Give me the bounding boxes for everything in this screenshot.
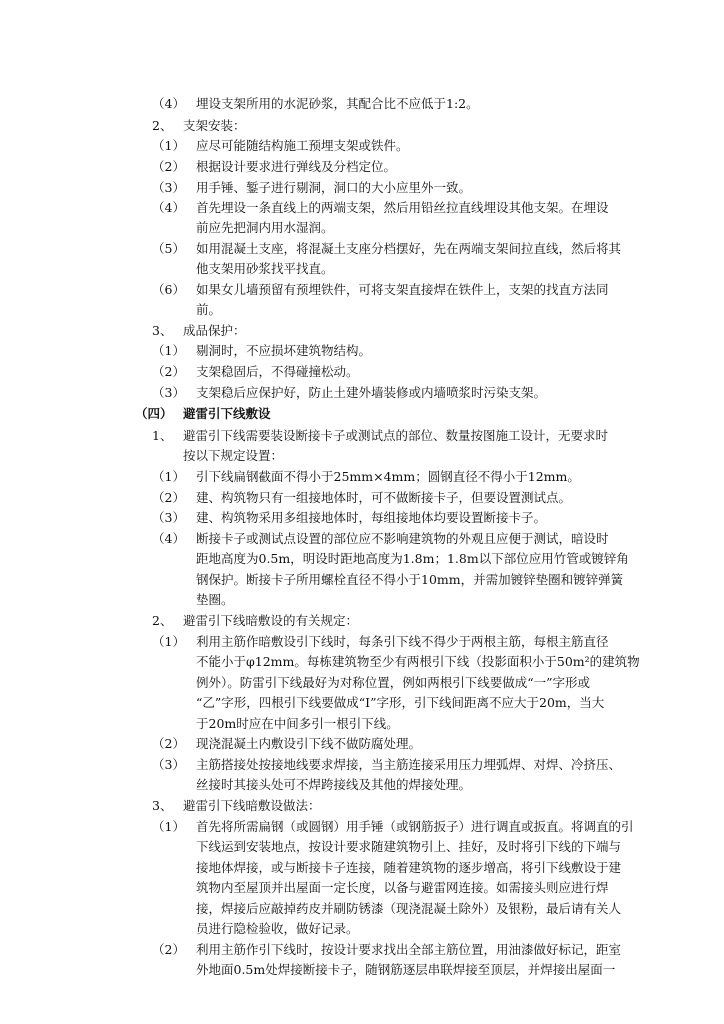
line-text: 支架安装： bbox=[183, 118, 246, 133]
line-text: 利用主筋作暗敷设引下线时，每条引下线不得少于两根主筋，每根主筋直径 bbox=[196, 634, 609, 649]
line-text: 断接卡子或测试点设置的部位应不影响建筑物的外观且应便于测试，暗设时 bbox=[196, 531, 609, 546]
item-number: （2） bbox=[152, 942, 185, 957]
line-text: 埋设支架所用的水泥砂浆，其配合比不应低于1:2。 bbox=[196, 96, 479, 111]
line-text: 引下线扁钢截面不得小于25mm×4mm；圆钢直径不得小于12mm。 bbox=[196, 469, 580, 484]
item-number: （3） bbox=[152, 180, 185, 195]
line-text: 丝接时其接头处可不焊跨接线及其他的焊接处理。 bbox=[196, 777, 472, 792]
item-number: （6） bbox=[152, 282, 185, 297]
item-number: 2、 bbox=[152, 118, 173, 133]
item-number: （3） bbox=[152, 385, 185, 400]
item-number: （4） bbox=[152, 200, 185, 215]
item-number: （3） bbox=[152, 510, 185, 525]
item-number: 1、 bbox=[152, 428, 173, 443]
line-text: 剔洞时，不应损坏建筑物结构。 bbox=[196, 343, 372, 358]
line-text: 外地面0.5m处焊接断接卡子，随钢筋逐层串联焊接至顶层，并焊接出屋面一 bbox=[196, 962, 616, 977]
line-text: 距地高度为0.5m，明设时距地高度为1.8m；1.8m以下部位应用竹管或镀锌角 bbox=[196, 551, 629, 566]
line-text: 避雷引下线暗敷设的有关规定： bbox=[183, 613, 359, 628]
line-text: 员进行隐检验收，做好记录。 bbox=[196, 921, 359, 936]
line-text: 避雷引下线需要装设断接卡子或测试点的部位、数量按图施工设计，无要求时 bbox=[183, 428, 609, 443]
line-text: 按以下规定设置： bbox=[183, 448, 284, 463]
item-number: （1） bbox=[152, 469, 185, 484]
item-number: （1） bbox=[152, 634, 185, 649]
line-text: 于20m时应在中间多引一根引下线。 bbox=[196, 716, 399, 731]
line-text: 如果女儿墙预留有预埋铁件，可将支架直接焊在铁件上，支架的找直方法同 bbox=[196, 282, 609, 297]
line-text: 支架稳固后，不得碰撞松动。 bbox=[196, 364, 359, 379]
section-number: （四） bbox=[135, 406, 173, 421]
section-title: 避雷引下线敷设 bbox=[183, 406, 271, 421]
line-text: 如用混凝土支座，将混凝土支座分档摆好，先在两端支架间拉直线，然后将其 bbox=[196, 241, 622, 256]
line-text: 接地体焊接，或与断接卡子连接，随着建筑物的逐步增高，将引下线敷设于建 bbox=[196, 860, 622, 875]
item-number: （2） bbox=[152, 159, 185, 174]
item-number: 3、 bbox=[152, 323, 173, 338]
item-number: （1） bbox=[152, 819, 185, 834]
line-text: 不能小于φ12mm。每栋建筑物至少有两根引下线（投影面积小于50m²的建筑物 bbox=[196, 654, 640, 669]
line-text: 垫圈。 bbox=[196, 592, 234, 607]
item-number: 2、 bbox=[152, 613, 173, 628]
line-text: 筑物内至屋顶并出屋面一定长度，以备与避雷网连接。如需接头则应进行焊 bbox=[196, 880, 609, 895]
item-number: （3） bbox=[152, 757, 185, 772]
line-text: 前应先把洞内用水湿润。 bbox=[196, 220, 334, 235]
line-text: 成品保护： bbox=[183, 323, 246, 338]
line-text: 接，焊接后应敲掉药皮并刷防锈漆（现浇混凝土除外）及银粉，最后请有关人 bbox=[196, 901, 622, 916]
line-text: 他支架用砂浆找平找直。 bbox=[196, 261, 334, 276]
line-text: 前。 bbox=[196, 302, 222, 317]
item-number: 3、 bbox=[152, 798, 173, 813]
item-number: （2） bbox=[152, 364, 185, 379]
item-number: （1） bbox=[152, 138, 185, 153]
line-text: 应尽可能随结构施工预埋支架或铁件。 bbox=[196, 138, 409, 153]
item-number: （4） bbox=[152, 531, 185, 546]
line-text: 支架稳后应保护好，防止土建外墙装修或内墙喷浆时污染支架。 bbox=[196, 385, 547, 400]
line-text: 钢保护。断接卡子所用螺栓直径不得小于10mm，并需加镀锌垫圈和镀锌弹簧 bbox=[196, 572, 624, 587]
item-number: （1） bbox=[152, 343, 185, 358]
line-text: 建、构筑物采用多组接地体时，每组接地体均要设置断接卡子。 bbox=[196, 510, 547, 525]
line-text: 利用主筋作引下线时，按设计要求找出全部主筋位置，用油漆做好标记，距室 bbox=[196, 942, 622, 957]
item-number: （5） bbox=[152, 241, 185, 256]
line-text: “乙”字形，四根引下线要做成“I”字形，引下线间距离不应大于20m，当大 bbox=[196, 695, 605, 710]
item-number: （2） bbox=[152, 736, 185, 751]
item-number: （4） bbox=[152, 96, 185, 111]
line-text: 建、构筑物只有一组接地体时，可不做断接卡子，但要设置测试点。 bbox=[196, 490, 572, 505]
line-text: 避雷引下线暗敷设做法： bbox=[183, 798, 321, 813]
line-text: 主筋搭接处按接地线要求焊接，当主筋连接采用压力埋弧焊、对焊、冷挤压、 bbox=[196, 757, 622, 772]
line-text: 首先埋设一条直线上的两端支架，然后用铅丝拉直线埋设其他支架。在埋设 bbox=[196, 200, 609, 215]
line-text: 首先将所需扁钢（或圆钢）用手锤（或钢筋扳子）进行调直或扳直。将调直的引 bbox=[196, 819, 634, 834]
line-text: 用手锤、錾子进行剔洞，洞口的大小应里外一致。 bbox=[196, 180, 472, 195]
line-text: 下线运到安装地点，按设计要求随建筑物引上、挂好，及时将引下线的下端与 bbox=[196, 839, 622, 854]
line-text: 根据设计要求进行弹线及分档定位。 bbox=[196, 159, 397, 174]
line-text: 现浇混凝土内敷设引下线不做防腐处理。 bbox=[196, 736, 422, 751]
line-text: 例外）。防雷引下线最好为对称位置，例如两根引下线要做成“一”字形或 bbox=[196, 675, 591, 690]
item-number: （2） bbox=[152, 490, 185, 505]
